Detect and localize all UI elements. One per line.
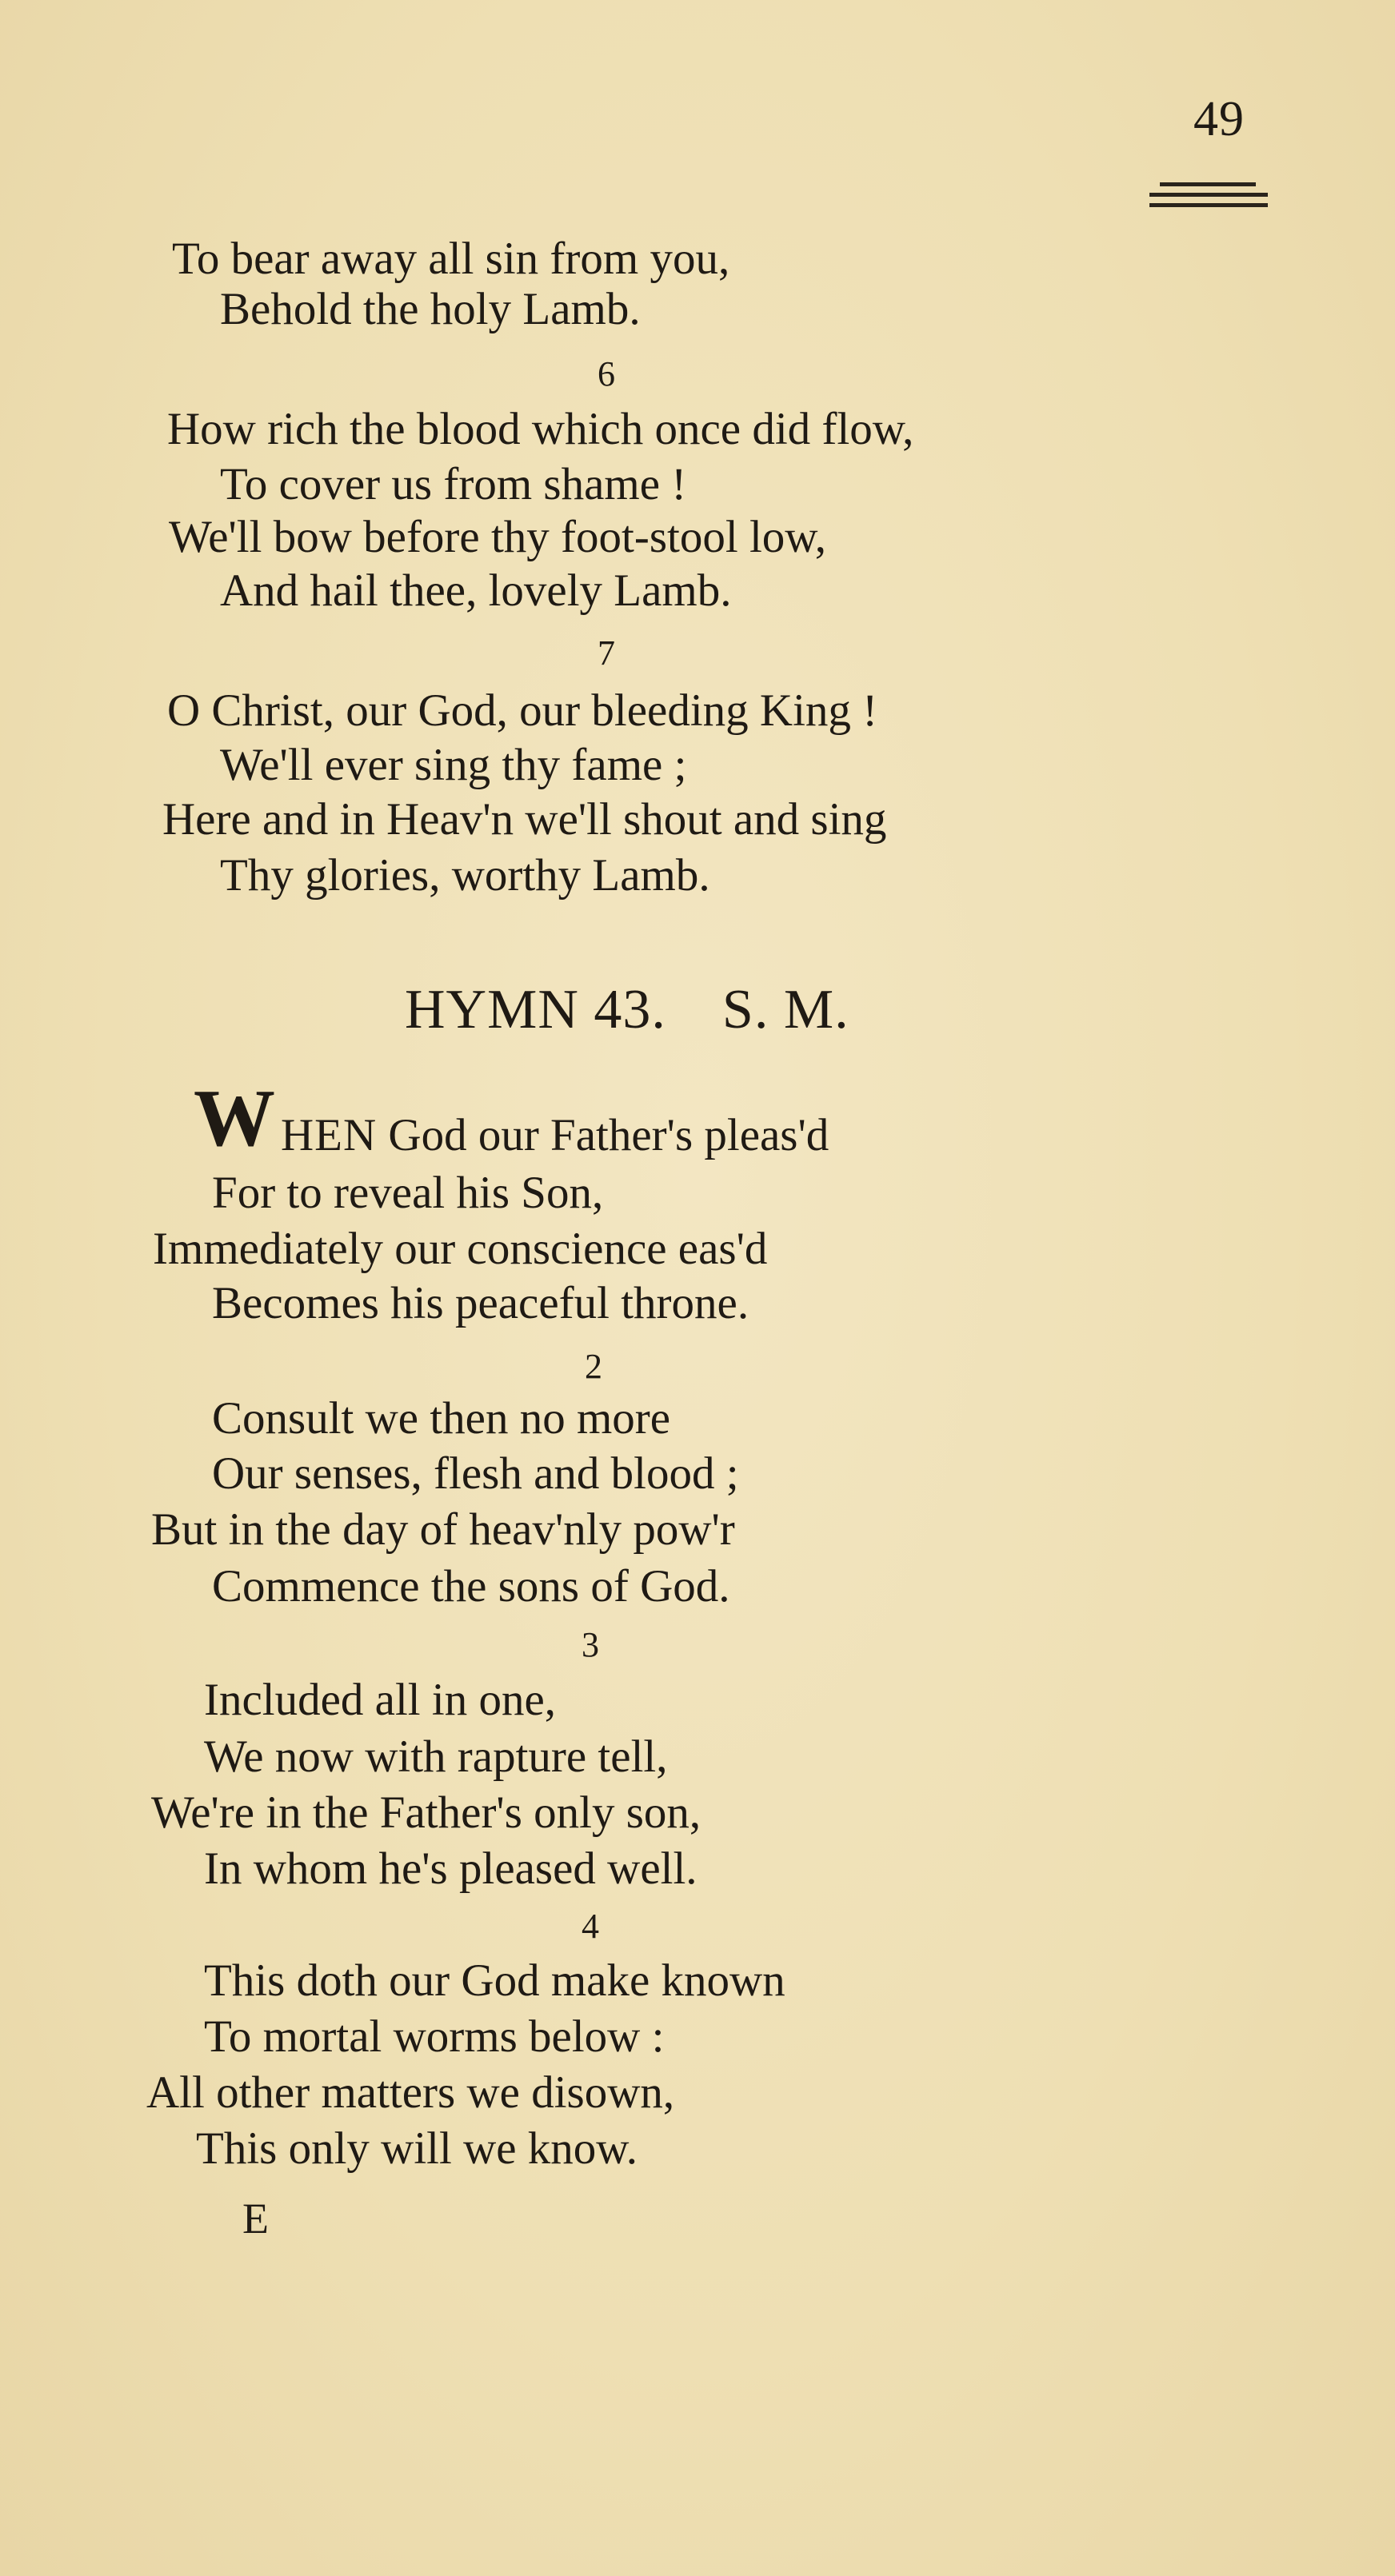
first-word-caps: HEN bbox=[281, 1110, 378, 1160]
verse-line: How rich the blood which once did flow, bbox=[167, 404, 914, 454]
verse-line: To mortal worms below : bbox=[204, 2011, 665, 2062]
verse-line: All other matters we disown, bbox=[146, 2067, 675, 2118]
stanza-number: 2 bbox=[585, 1347, 602, 1386]
header-rule bbox=[1149, 193, 1268, 197]
stanza-number: 3 bbox=[582, 1625, 599, 1664]
stanza-number: 7 bbox=[598, 633, 615, 673]
verse-line: Becomes his peaceful throne. bbox=[212, 1278, 749, 1328]
verse-line: Included all in one, bbox=[204, 1675, 557, 1725]
verse-line: We're in the Father's only son, bbox=[151, 1787, 701, 1838]
verse-line: We'll bow before thy foot-stool low, bbox=[169, 512, 826, 562]
verse-line: Consult we then no more bbox=[212, 1393, 671, 1444]
verse-line: Behold the holy Lamb. bbox=[220, 284, 641, 334]
verse-line: For to reveal his Son, bbox=[212, 1168, 604, 1218]
verse-line: This only will we know. bbox=[196, 2123, 638, 2174]
verse-line: Thy glories, worthy Lamb. bbox=[220, 850, 710, 901]
verse-line: Commence the sons of God. bbox=[212, 1561, 730, 1611]
verse-line: O Christ, our God, our bleeding King ! bbox=[167, 685, 878, 736]
verse-line: To cover us from shame ! bbox=[220, 459, 687, 509]
signature-mark: E bbox=[242, 2195, 269, 2243]
hymn-title bbox=[405, 979, 849, 1040]
verse-line: In whom he's pleased well. bbox=[204, 1843, 698, 1894]
verse-line: We now with rapture tell, bbox=[204, 1731, 668, 1782]
stanza-number: 6 bbox=[598, 354, 615, 393]
header-rule bbox=[1160, 182, 1256, 186]
header-rule bbox=[1149, 203, 1268, 207]
verse-line: But in the day of heav'nly pow'r bbox=[151, 1504, 735, 1555]
drop-cap: W bbox=[194, 1073, 272, 1164]
verse-line: And hail thee, lovely Lamb. bbox=[220, 565, 732, 616]
verse-line bbox=[281, 1112, 829, 1158]
stanza-number: 4 bbox=[582, 1907, 599, 1946]
verse-line: We'll ever sing thy fame ; bbox=[220, 740, 687, 790]
first-line-rest: God our Father's pleas'd bbox=[377, 1110, 829, 1160]
hymn-meter: S. M. bbox=[721, 979, 849, 1040]
verse-line: Immediately our conscience eas'd bbox=[153, 1224, 768, 1274]
verse-line: Here and in Heav'n we'll shout and sing bbox=[162, 794, 887, 845]
page-number: 49 bbox=[1193, 92, 1245, 146]
hymn-number: HYMN 43. bbox=[405, 979, 666, 1040]
verse-line: This doth our God make known bbox=[204, 1955, 785, 2006]
verse-line: Our senses, flesh and blood ; bbox=[212, 1448, 739, 1499]
verse-line: To bear away all sin from you, bbox=[172, 234, 730, 284]
